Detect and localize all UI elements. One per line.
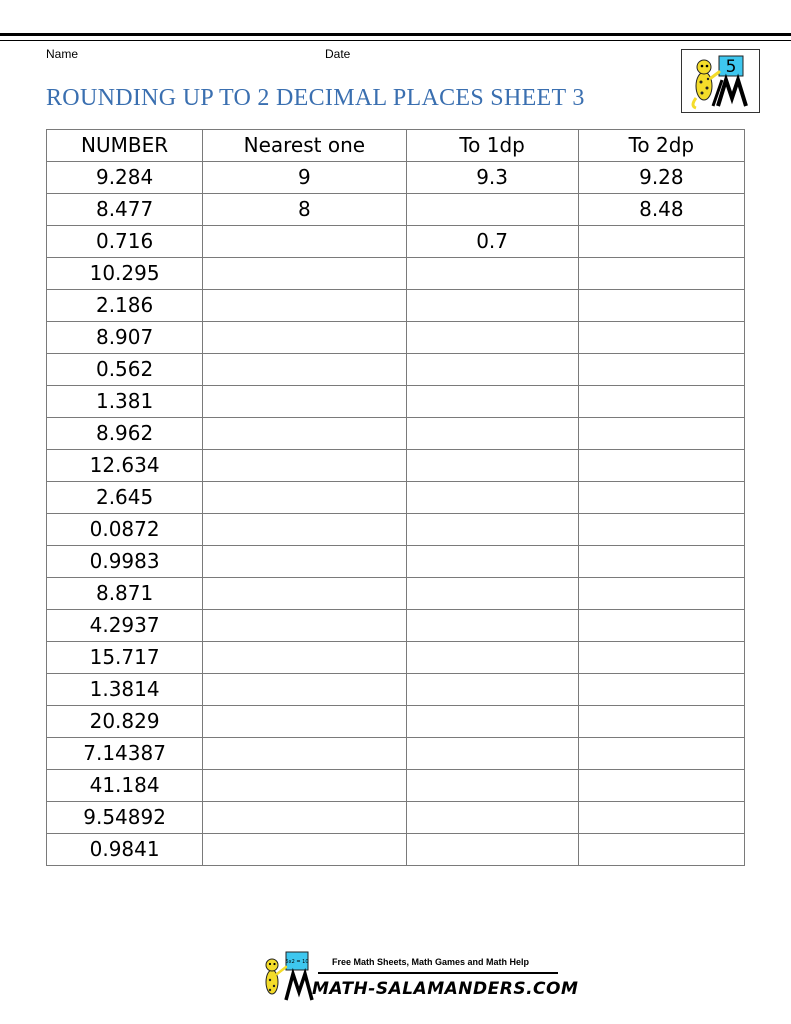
cell-to-1dp[interactable]: 9.3 — [406, 162, 578, 194]
cell-to-1dp[interactable] — [406, 546, 578, 578]
table-row — [47, 578, 745, 610]
cell-nearest-one[interactable] — [203, 418, 406, 450]
footer-tagline: Free Math Sheets, Math Games and Math Help — [332, 957, 530, 967]
cell-to-2dp[interactable] — [578, 706, 744, 738]
cell-to-1dp[interactable] — [406, 514, 578, 546]
cell-to-2dp[interactable] — [578, 322, 744, 354]
cell-number: 20.829 — [47, 706, 203, 738]
table-row — [47, 386, 745, 418]
table-row — [47, 418, 745, 450]
footer-divider — [318, 972, 558, 974]
table-row — [47, 642, 745, 674]
cell-nearest-one[interactable]: 8 — [203, 194, 406, 226]
table-row — [47, 514, 745, 546]
cell-number: 2.645 — [47, 482, 203, 514]
rounding-table — [46, 129, 745, 866]
cell-to-2dp[interactable] — [578, 802, 744, 834]
footer-brand-name: MATH-SALAMANDERS.COM — [312, 979, 579, 999]
table-row — [47, 482, 745, 514]
cell-to-1dp[interactable] — [406, 738, 578, 770]
footer-logo-board-text: 5x2 = 10 — [285, 959, 309, 965]
cell-number: 0.0872 — [47, 514, 203, 546]
cell-to-2dp[interactable] — [578, 226, 744, 258]
cell-to-2dp[interactable] — [578, 482, 744, 514]
cell-nearest-one[interactable] — [203, 642, 406, 674]
cell-nearest-one[interactable] — [203, 546, 406, 578]
cell-to-1dp[interactable] — [406, 450, 578, 482]
table-row — [47, 290, 745, 322]
column-header-to-2dp: To 2dp — [578, 130, 744, 162]
column-header-number: NUMBER — [47, 130, 203, 162]
cell-nearest-one[interactable] — [203, 354, 406, 386]
cell-to-1dp[interactable] — [406, 834, 578, 866]
grade-logo — [681, 49, 760, 113]
grade-number: 5 — [725, 57, 737, 77]
top-border-rule-thin — [0, 40, 791, 41]
cell-number: 41.184 — [47, 770, 203, 802]
cell-to-1dp[interactable] — [406, 290, 578, 322]
cell-nearest-one[interactable] — [203, 674, 406, 706]
cell-to-2dp[interactable] — [578, 834, 744, 866]
table-row — [47, 162, 745, 194]
cell-number: 7.14387 — [47, 738, 203, 770]
cell-nearest-one[interactable] — [203, 706, 406, 738]
cell-nearest-one[interactable] — [203, 610, 406, 642]
cell-number: 0.9983 — [47, 546, 203, 578]
cell-number: 0.562 — [47, 354, 203, 386]
cell-nearest-one[interactable] — [203, 226, 406, 258]
column-header-to-1dp: To 1dp — [406, 130, 578, 162]
salamander-logo-icon — [682, 50, 759, 112]
cell-to-1dp[interactable] — [406, 418, 578, 450]
cell-to-1dp[interactable] — [406, 354, 578, 386]
table-row — [47, 610, 745, 642]
cell-to-2dp[interactable] — [578, 418, 744, 450]
table-row — [47, 258, 745, 290]
cell-to-1dp[interactable] — [406, 386, 578, 418]
table-row — [47, 546, 745, 578]
cell-to-1dp[interactable] — [406, 194, 578, 226]
cell-to-2dp[interactable] — [578, 642, 744, 674]
cell-to-1dp[interactable]: 0.7 — [406, 226, 578, 258]
cell-number: 9.54892 — [47, 802, 203, 834]
cell-number: 0.9841 — [47, 834, 203, 866]
table-row — [47, 226, 745, 258]
cell-to-2dp[interactable] — [578, 738, 744, 770]
cell-nearest-one[interactable] — [203, 514, 406, 546]
table-row — [47, 802, 745, 834]
cell-to-1dp[interactable] — [406, 578, 578, 610]
cell-to-1dp[interactable] — [406, 610, 578, 642]
cell-to-2dp[interactable] — [578, 514, 744, 546]
cell-nearest-one[interactable]: 9 — [203, 162, 406, 194]
cell-to-2dp[interactable] — [578, 770, 744, 802]
cell-number: 12.634 — [47, 450, 203, 482]
cell-to-2dp[interactable]: 9.28 — [578, 162, 744, 194]
cell-nearest-one[interactable] — [203, 802, 406, 834]
cell-to-1dp[interactable] — [406, 802, 578, 834]
cell-to-2dp[interactable]: 8.48 — [578, 194, 744, 226]
cell-to-2dp[interactable] — [578, 674, 744, 706]
cell-to-2dp[interactable] — [578, 610, 744, 642]
sheet-title: ROUNDING UP TO 2 DECIMAL PLACES SHEET 3 — [46, 85, 585, 111]
footer-branding — [256, 950, 579, 1004]
table-row — [47, 194, 745, 226]
cell-number: 8.871 — [47, 578, 203, 610]
cell-nearest-one[interactable] — [203, 770, 406, 802]
cell-nearest-one[interactable] — [203, 578, 406, 610]
cell-number: 10.295 — [47, 258, 203, 290]
cell-nearest-one[interactable] — [203, 482, 406, 514]
column-header-nearest-one: Nearest one — [203, 130, 406, 162]
cell-number: 8.962 — [47, 418, 203, 450]
date-label: Date — [325, 47, 351, 61]
table-row — [47, 738, 745, 770]
cell-nearest-one[interactable] — [203, 834, 406, 866]
cell-to-2dp[interactable] — [578, 258, 744, 290]
cell-to-1dp[interactable] — [406, 674, 578, 706]
cell-to-2dp[interactable] — [578, 354, 744, 386]
cell-number: 8.907 — [47, 322, 203, 354]
cell-number: 4.2937 — [47, 610, 203, 642]
cell-to-2dp[interactable] — [578, 578, 744, 610]
cell-number: 8.477 — [47, 194, 203, 226]
cell-to-1dp[interactable] — [406, 642, 578, 674]
name-label: Name — [46, 47, 79, 61]
table-row — [47, 674, 745, 706]
cell-number: 0.716 — [47, 226, 203, 258]
cell-to-2dp[interactable] — [578, 546, 744, 578]
table-row — [47, 450, 745, 482]
footer-salamander-logo-icon — [256, 950, 316, 1004]
cell-nearest-one[interactable] — [203, 738, 406, 770]
table-body — [47, 162, 745, 866]
cell-number: 2.186 — [47, 290, 203, 322]
cell-number: 1.3814 — [47, 674, 203, 706]
cell-to-1dp[interactable] — [406, 322, 578, 354]
cell-to-1dp[interactable] — [406, 706, 578, 738]
cell-number: 1.381 — [47, 386, 203, 418]
cell-number: 15.717 — [47, 642, 203, 674]
cell-number: 9.284 — [47, 162, 203, 194]
table-row — [47, 322, 745, 354]
cell-to-2dp[interactable] — [578, 450, 744, 482]
cell-nearest-one[interactable] — [203, 322, 406, 354]
table-row — [47, 770, 745, 802]
cell-to-1dp[interactable] — [406, 770, 578, 802]
cell-to-1dp[interactable] — [406, 482, 578, 514]
table-row — [47, 354, 745, 386]
table-header-row — [47, 130, 745, 162]
cell-to-2dp[interactable] — [578, 290, 744, 322]
cell-nearest-one[interactable] — [203, 258, 406, 290]
cell-nearest-one[interactable] — [203, 386, 406, 418]
cell-nearest-one[interactable] — [203, 290, 406, 322]
cell-to-2dp[interactable] — [578, 386, 744, 418]
top-border-rule — [0, 33, 791, 36]
cell-nearest-one[interactable] — [203, 450, 406, 482]
table-row — [47, 706, 745, 738]
cell-to-1dp[interactable] — [406, 258, 578, 290]
table-row — [47, 834, 745, 866]
